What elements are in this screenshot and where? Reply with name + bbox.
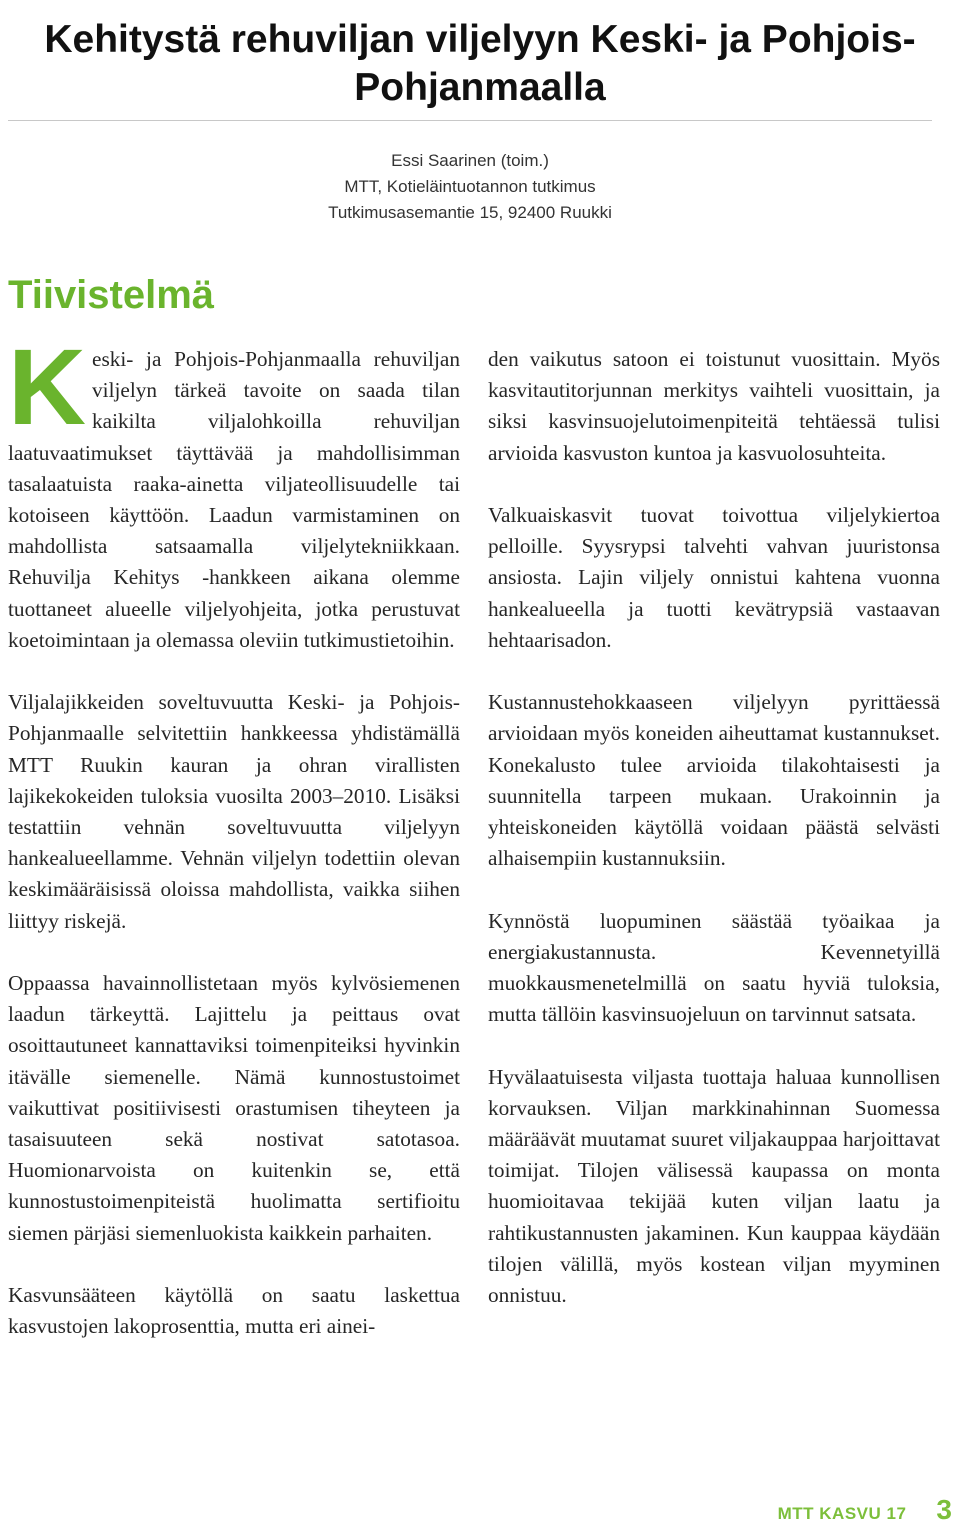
page-title: Kehitystä rehuviljan viljelyyn Keski- ja Pohjois-Pohjanmaalla	[44, 18, 916, 109]
publication-label: MTT KASVU 17	[777, 1504, 907, 1523]
left-text-column	[8, 326, 460, 1374]
paragraph-reduced-tillage: Kynnöstä luopuminen säästää työaikaa ja energiakustannusta. Kevennetyillä muokkausmenetelmillä on saatu hyviä tuloksia, mutta tällöin kasvinsuojeluun on tarvinnut satsata.	[488, 908, 940, 1027]
author-block	[0, 148, 940, 226]
paragraph-plant-protection: den vaikutus satoon ei toistunut vuosittain. Myös kasvitautitorjunnan merkitys vaihteli vuosittain, ja siksi kasvinsuojelutoimenpiteitä tehtäessä tulisi arvioida kasvuston kuntoa ja kasvuolosuhteita.	[488, 347, 940, 465]
title-divider	[8, 120, 932, 121]
paragraph-machinery-costs: Kustannustehokkaaseen viljelyyn pyrittäessä arvioidaan myös koneiden aiheuttamat kustannukset. Konekalusto tulee arvioida tilakohtaisesti ja suunnitella tarpeen mukaan. Urakoinnin ja yhteiskoneiden käytöllä voidaan päästä selvästi alhaisempiin kustannuksiin.	[488, 690, 940, 871]
paragraph-protein-crops: Valkuaiskasvit tuovat toivottua viljelykiertoa pelloille. Syysrypsi talvehti vahvan juuristonsa ansiosta. Lajin viljely onnistui kahtena vuonna hankealueella ja tuotti kevätrypsiä vastaavan hehtaarisadon.	[488, 503, 940, 652]
page-footer	[778, 1494, 952, 1526]
section-heading: Tiivistelmä	[8, 273, 215, 317]
paragraph-growth-regulator: Kasvunsääteen käytöllä on saatu laskettua kasvustojen lakoprosenttia, mutta eri ainei-	[8, 1283, 460, 1339]
drop-cap: K	[8, 326, 86, 447]
page-number: 3	[936, 1494, 952, 1525]
author-name: Essi Saarinen (toim.)	[391, 151, 549, 170]
right-text-column	[488, 344, 940, 1342]
author-organization: MTT, Kotieläintuotannon tutkimus	[344, 177, 596, 196]
paragraph-grain-trade: Hyvälaatuisesta viljasta tuottaja haluaa kunnollisen korvauksen. Viljan markkinahinnan Suomessa määräävät muutamat suuret viljakauppaa harjoittavat toimijat. Tilojen välisessä kaupassa on monta huomioitavaa tekijää kuten viljan laatu ja rahtikustannusten jakaminen. Kun kauppaa käydään tilojen välillä, myös kostean viljan myyminen onnistuu.	[488, 1064, 940, 1308]
paragraph-seed-quality: Oppaassa havainnollistetaan myös kylvösiemenen laadun tärkeyttä. Lajittelu ja peittaus ovat osoittautuneet kannattaviksi toimenpiteiksi hyvinkin itävälle siemenelle. Nämä kunnostustoimet vaikuttivat positiivisesti orastumisen tiheyteen ja tasaisuuteen sekä nostivat satotasoa. Huomionarvoista on kuitenkin se, että kunnostustoimenpiteistä huolimatta sertifioitu siemen pärjäsi siemenluokista kaikkein parhaiten.	[8, 971, 460, 1245]
paragraph-varieties: Viljalajikkeiden soveltuvuutta Keski- ja Pohjois-Pohjanmaalle selvitettiin hankkeessa yhdistämällä MTT Ruukin kauran ja ohran virallisten lajikekokeiden tuloksia vuosilta 2003–2010. Lisäksi testattiin vehnän soveltuvuutta viljelyyn hankealueellamme. Vehnän viljelyn todettiin olevan keskimääräisissä oloissa mahdollista, vaikka siihen liittyy riskejä.	[8, 690, 460, 933]
paragraph-intro	[8, 326, 460, 656]
paragraph-intro-text: eski- ja Pohjois-Pohjanmaalla rehuviljan viljelyn tärkeä tavoite on saada tilan kaikilta viljalohkoilla rehuviljan laatuvaatimukset täyttävää ja mahdollisimman tasalaatuista raaka-ainetta viljateollisuudelle tai kotoiseen käyttöön. Laadun varmistaminen on mahdollista satsaamalla viljelytekniikkaan. Rehuvilja Kehitys -hankkeen aikana olemme tuottaneet alueelle viljelyohjeita, jotka perustuvat koetoimintaan ja olemassa oleviin tutkimustietoihin.	[8, 347, 460, 652]
author-address: Tutkimusasemantie 15, 92400 Ruukki	[328, 203, 612, 222]
